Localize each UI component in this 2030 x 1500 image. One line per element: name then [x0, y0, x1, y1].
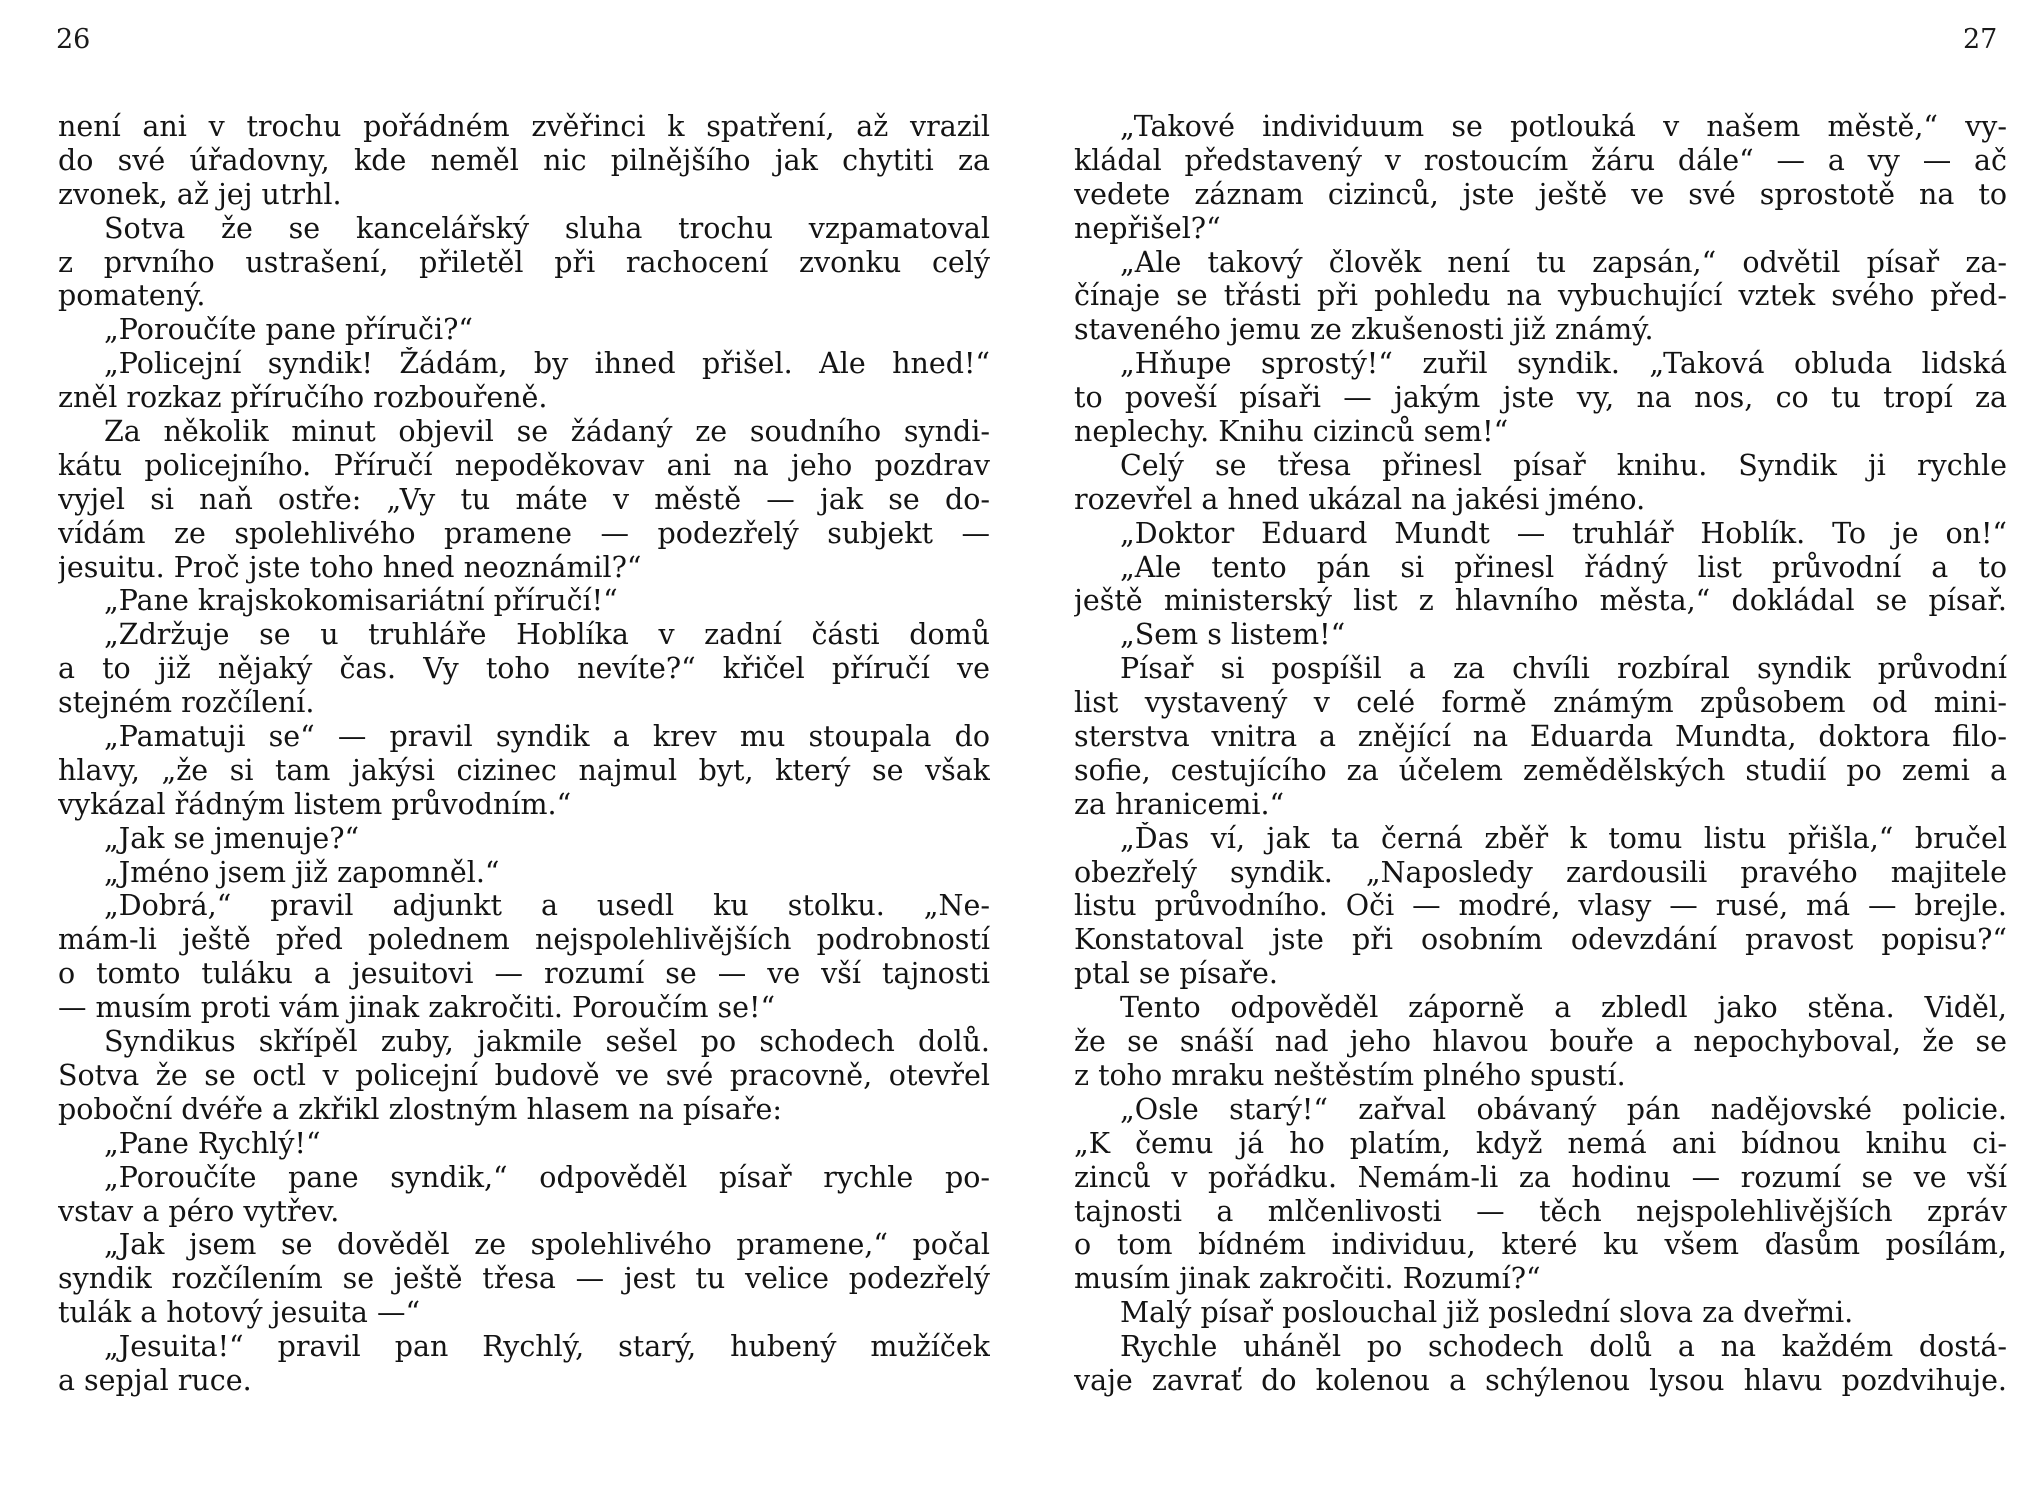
text-line: „Poroučíte pane syndik,“ odpověděl písař rychle po-: [104, 1160, 990, 1194]
text-line: „Jesuita!“ pravil pan Rychlý, starý, hubený mužíček: [104, 1330, 990, 1364]
text-line: z prvního ustrašení, přiletěl při rachocení zvonku celý: [58, 245, 990, 279]
left-page-text: [58, 110, 990, 1398]
text-line: do své úřadovny, kde neměl nic pilnějšího jak chytiti za: [58, 143, 990, 177]
text-line: pomatený.: [58, 279, 206, 313]
text-line: „Osle starý!“ zařval obávaný pán nadějovské policie.: [1120, 1092, 2007, 1126]
text-line: „Ďas ví, jak ta černá zběř k tomu listu přišla,“ bručel: [1120, 821, 2007, 855]
text-line: staveného jemu ze zkušenosti již známý.: [1074, 313, 1654, 347]
text-line: — musím proti vám jinak zakročiti. Poroučím se!“: [58, 991, 776, 1025]
text-line: „Poroučíte pane příruči?“: [104, 313, 473, 347]
text-line: neplechy. Knihu cizinců sem!“: [1074, 415, 1509, 449]
text-line: „Zdržuje se u truhláře Hoblíka v zadní části domů: [104, 618, 990, 652]
text-line: vstav a péro vytřev.: [58, 1194, 340, 1228]
text-line: musím jinak zakročiti. Rozumí?“: [1074, 1262, 1541, 1296]
text-line: „Hňupe sprostý!“ zuřil syndik. „Taková obluda lidská: [1120, 347, 2007, 381]
text-line: sterstva vnitra a znějící na Eduarda Mundta, doktora filo-: [1074, 720, 2007, 754]
text-line: syndik rozčílením se ještě třesa — jest tu velice podezřelý: [58, 1262, 990, 1296]
text-line: o tom bídném individuu, které ku všem ďasům posílám,: [1074, 1228, 2007, 1262]
text-line: zněl rozkaz příručího rozbouřeně.: [58, 381, 548, 415]
page-number-right: 27: [1963, 24, 1998, 55]
text-line: to poveší písaři — jakým jste vy, na nos, co tu tropí za: [1074, 381, 2007, 415]
text-line: kládal představený v rostoucím žáru dále“ — a vy — ač: [1074, 143, 2007, 177]
text-line: a to již nějaký čas. Vy toho nevíte?“ křičel příručí ve: [58, 652, 990, 686]
text-line: „Pane krajskokomisariátní příručí!“: [104, 584, 618, 618]
text-line: zinců v pořádku. Nemám-li za hodinu — rozumí se ve vší: [1074, 1160, 2007, 1194]
text-line: „Sem s listem!“: [1120, 618, 1346, 652]
text-line: poboční dvéře a zkřikl zlostným hlasem na písaře:: [58, 1092, 782, 1126]
text-line: Konstatoval jste při osobním odevzdání pravost popisu?“: [1074, 923, 2007, 957]
text-line: Rychle uháněl po schodech dolů a na každém dostá-: [1120, 1330, 2007, 1364]
text-line: „Dobrá,“ pravil adjunkt a usedl ku stolku. „Ne-: [104, 889, 990, 923]
text-line: vyjel si naň ostře: „Vy tu máte v městě — jak se do-: [58, 482, 990, 516]
page-number-left: 26: [56, 24, 91, 55]
text-line: Tento odpověděl záporně a zbledl jako stěna. Viděl,: [1120, 991, 2007, 1025]
text-line: vedete záznam cizinců, jste ještě ve své sprostotě na to: [1074, 177, 2007, 211]
text-line: ještě ministerský list z hlavního města,“ dokládal se písař.: [1074, 584, 2007, 618]
text-line: rozevřel a hned ukázal na jakési jméno.: [1074, 482, 1646, 516]
text-line: „Jak jsem se dověděl ze spolehlivého pramene,“ počal: [104, 1228, 990, 1262]
text-line: „Pane Rychlý!“: [104, 1126, 321, 1160]
text-line: ptal se písaře.: [1074, 957, 1278, 991]
text-line: vaje zavrať do kolenou a schýlenou lysou hlavu pozdvihuje.: [1074, 1363, 2007, 1397]
text-line: tajnosti a mlčenlivosti — těch nejspolehlivějších zpráv: [1074, 1194, 2007, 1228]
text-line: „Jak se jmenuje?“: [104, 821, 360, 855]
text-line: že se snáší nad jeho hlavou bouře a nepochyboval, že se: [1074, 1025, 2007, 1059]
text-line: „Doktor Eduard Mundt — truhlář Hoblík. To je on!“: [1120, 516, 2007, 550]
text-line: není ani v trochu pořádném zvěřinci k spatření, až vrazil: [58, 110, 990, 143]
text-line: čínaje se třásti při pohledu na vybuchující vztek svého před-: [1074, 279, 2007, 313]
text-line: Za několik minut objevil se žádaný ze soudního syndi-: [104, 415, 990, 449]
text-line: zvonek, až jej utrhl.: [58, 177, 342, 211]
text-line: Celý se třesa přinesl písař knihu. Syndik ji rychle: [1120, 448, 2007, 482]
text-line: obezřelý syndik. „Naposledy zardousili pravého majitele: [1074, 855, 2007, 889]
text-line: Sotva že se kancelářský sluha trochu vzpamatoval: [104, 211, 990, 245]
text-line: list vystavený v celé formě známým způsobem od mini-: [1074, 686, 2007, 720]
text-line: stejném rozčílení.: [58, 686, 315, 720]
text-line: „Pamatuji se“ — pravil syndik a krev mu stoupala do: [104, 720, 990, 754]
text-line: „Policejní syndik! Žádám, by ihned přišel. Ale hned!“: [104, 347, 990, 381]
text-line: vídám ze spolehlivého pramene — podezřelý subjekt —: [58, 516, 990, 550]
text-line: a sepjal ruce.: [58, 1363, 252, 1397]
text-line: sofie, cestujícího za účelem zemědělských studií po zemi a: [1074, 753, 2007, 787]
text-line: „Ale takový člověk není tu zapsán,“ odvětil písař za-: [1120, 245, 2007, 279]
text-line: hlavy, „že si tam jakýsi cizinec najmul byt, který se však: [58, 753, 990, 787]
text-line: Sotva že se octl v policejní budově ve své pracovně, otevřel: [58, 1058, 990, 1092]
text-line: mám-li ještě před polednem nejspolehlivějších podrobností: [58, 923, 990, 957]
text-line: tulák a hotový jesuita —“: [58, 1296, 421, 1330]
text-line: za hranicemi.“: [1074, 787, 1285, 821]
text-line: Písař si pospíšil a za chvíli rozbíral syndik průvodní: [1120, 652, 2007, 686]
text-line: listu průvodního. Oči — modré, vlasy — rusé, má — brejle.: [1074, 889, 2007, 923]
text-line: nepřišel?“: [1074, 211, 1221, 245]
text-line: kátu policejního. Příručí nepoděkovav ani na jeho pozdrav: [58, 448, 990, 482]
right-page-text: [1074, 110, 2007, 1398]
text-line: „Jméno jsem již zapomněl.“: [104, 855, 500, 889]
text-line: Syndikus skřípěl zuby, jakmile sešel po schodech dolů.: [104, 1025, 990, 1059]
text-line: jesuitu. Proč jste toho hned neoznámil?“: [58, 550, 642, 584]
text-line: o tomto tuláku a jesuitovi — rozumí se — ve vší tajnosti: [58, 957, 990, 991]
text-line: z toho mraku neštěstím plného spustí.: [1074, 1058, 1626, 1092]
text-line: „Takové individuum se potlouká v našem městě,“ vy-: [1120, 110, 2007, 143]
text-line: vykázal řádným listem průvodním.“: [58, 787, 572, 821]
text-line: „K čemu já ho platím, když nemá ani bídnou knihu ci-: [1074, 1126, 2007, 1160]
text-line: Malý písař poslouchal již poslední slova za dveřmi.: [1120, 1296, 1854, 1330]
text-line: „Ale tento pán si přinesl řádný list průvodní a to: [1120, 550, 2007, 584]
